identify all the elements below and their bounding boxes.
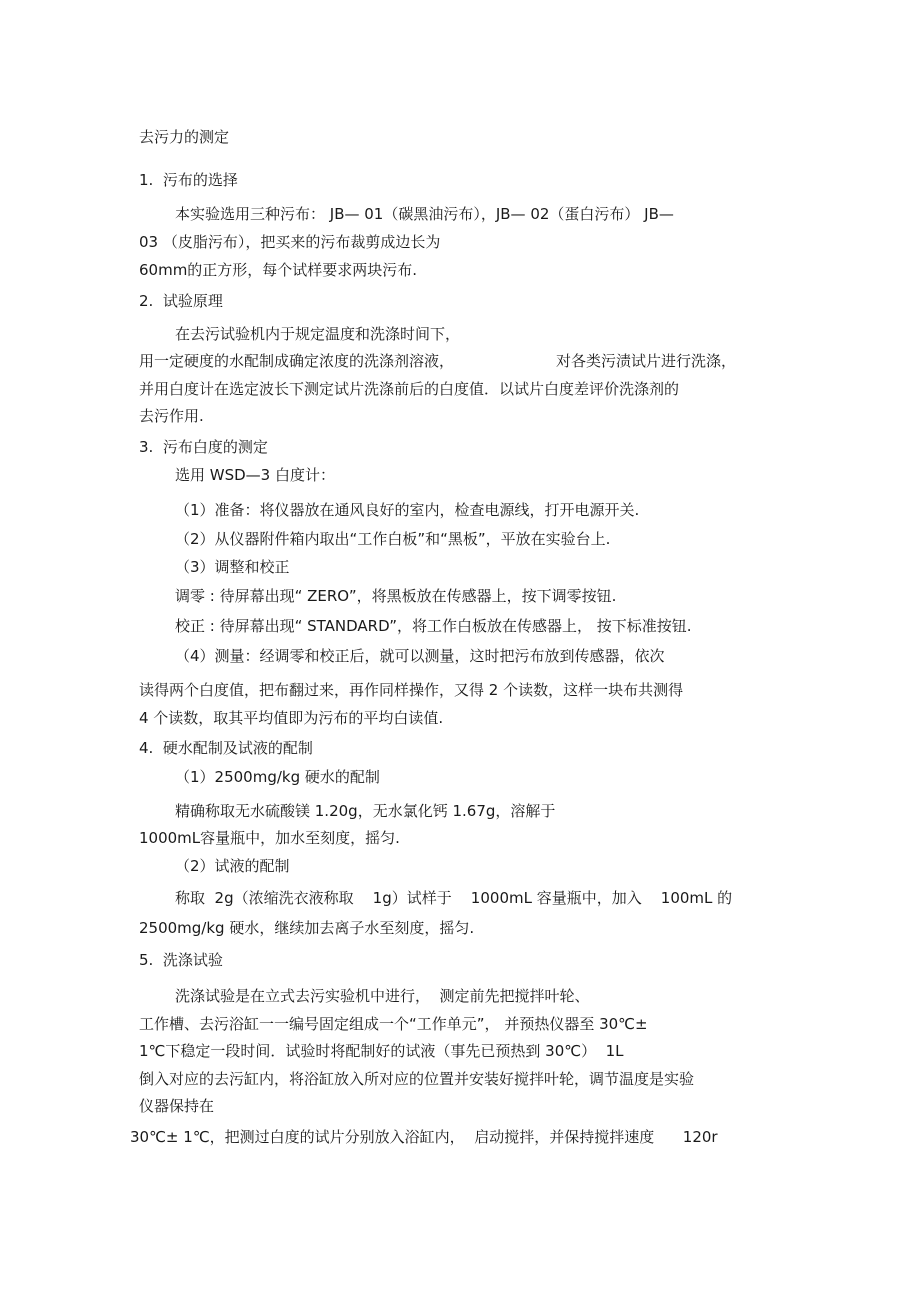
section-4-subheading: （2）试液的配制 bbox=[175, 857, 290, 875]
section-4-subheading: （1）2500mg/kg 硬水的配制 bbox=[175, 768, 380, 786]
section-4-heading: 4. 硬水配制及试液的配制 bbox=[139, 739, 313, 757]
section-4-text: 2500mg/kg 硬水，继续加去离子水至刻度，摇匀. bbox=[139, 919, 475, 937]
section-3-text: 选用 WSD—3 白度计： bbox=[175, 466, 335, 484]
section-5-text: 仪器保持在 bbox=[139, 1097, 215, 1115]
section-1-text: 03 （皮脂污布），把买来的污布裁剪成边长为 bbox=[139, 233, 441, 251]
section-3-step: （4）测量：经调零和校正后，就可以测量，这时把污布放到传感器，依次 bbox=[175, 647, 665, 665]
section-2-text: 在去污试验机内于规定温度和洗涤时间下， bbox=[175, 325, 461, 343]
section-3-step: （2）从仪器附件箱内取出“工作白板”和“黑板”，平放在实验台上. bbox=[175, 530, 611, 548]
section-2-text: 去污作用. bbox=[139, 407, 204, 425]
section-5-text: 1℃下稳定一段时间．试验时将配制好的试液（事先已预热到 30℃） 1L bbox=[139, 1042, 624, 1060]
section-5-text: 洗涤试验是在立式去污实验机中进行， 测定前先把搅拌叶轮、 bbox=[175, 987, 590, 1005]
section-3-step: （1）准备：将仪器放在通风良好的室内，检查电源线，打开电源开关. bbox=[175, 501, 640, 519]
section-3-text: 4 个读数，取其平均值即为污布的平均白读值. bbox=[139, 709, 444, 727]
section-2-text: 用一定硬度的水配制成确定浓度的洗涤剂溶液， bbox=[139, 352, 455, 370]
section-2-text: 并用白度计在选定波长下测定试片洗涤前后的白度值．以试片白度差评价洗涤剂的 bbox=[139, 380, 680, 398]
section-1-text: 60mm的正方形，每个试样要求两块污布. bbox=[139, 261, 418, 279]
section-5-heading: 5. 洗涤试验 bbox=[139, 951, 223, 969]
section-5-text: 30℃± 1℃，把测过白度的试片分别放入浴缸内， 启动搅拌，并保持搅拌速度 120r bbox=[130, 1128, 718, 1146]
section-4-text: 称取 2g（浓缩洗衣液称取 1g）试样于 1000mL 容量瓶中，加入 100mL 的 bbox=[175, 889, 733, 907]
section-2-text: 对各类污渍试片进行洗涤， bbox=[556, 352, 737, 370]
section-3-heading: 3. 污布白度的测定 bbox=[139, 438, 268, 456]
section-3-text: 读得两个白度值，把布翻过来，再作同样操作，又得 2 个读数，这样一块布共测得 bbox=[139, 681, 684, 699]
section-4-text: 精确称取无水硫酸镁 1.20g，无水氯化钙 1.67g，溶解于 bbox=[175, 802, 556, 820]
section-5-text: 倒入对应的去污缸内，将浴缸放入所对应的位置并安装好搅拌叶轮，调节温度是实验 bbox=[139, 1070, 695, 1088]
section-2-heading: 2. 试验原理 bbox=[139, 292, 223, 310]
document-title: 去污力的测定 bbox=[139, 128, 230, 146]
section-3-zero: 调零 : 待屏幕出现“ ZERO”，将黑板放在传感器上，按下调零按钮. bbox=[175, 587, 617, 605]
section-4-text: 1000mL容量瓶中，加水至刻度，摇匀. bbox=[139, 829, 400, 847]
section-3-standard: 校正 : 待屏幕出现“ STANDARD”，将工作白板放在传感器上， 按下标准按钮. bbox=[175, 617, 692, 635]
section-1-heading: 1. 污布的选择 bbox=[139, 171, 238, 189]
section-5-text: 工作槽、去污浴缸一一编号固定组成一个“工作单元”， 并预热仪器至 30℃± bbox=[139, 1015, 648, 1033]
section-1-text: 本实验选用三种污布： JB— 01（碳黑油污布），JB— 02（蛋白污布） JB— bbox=[175, 205, 674, 223]
section-3-step: （3）调整和校正 bbox=[175, 558, 290, 576]
